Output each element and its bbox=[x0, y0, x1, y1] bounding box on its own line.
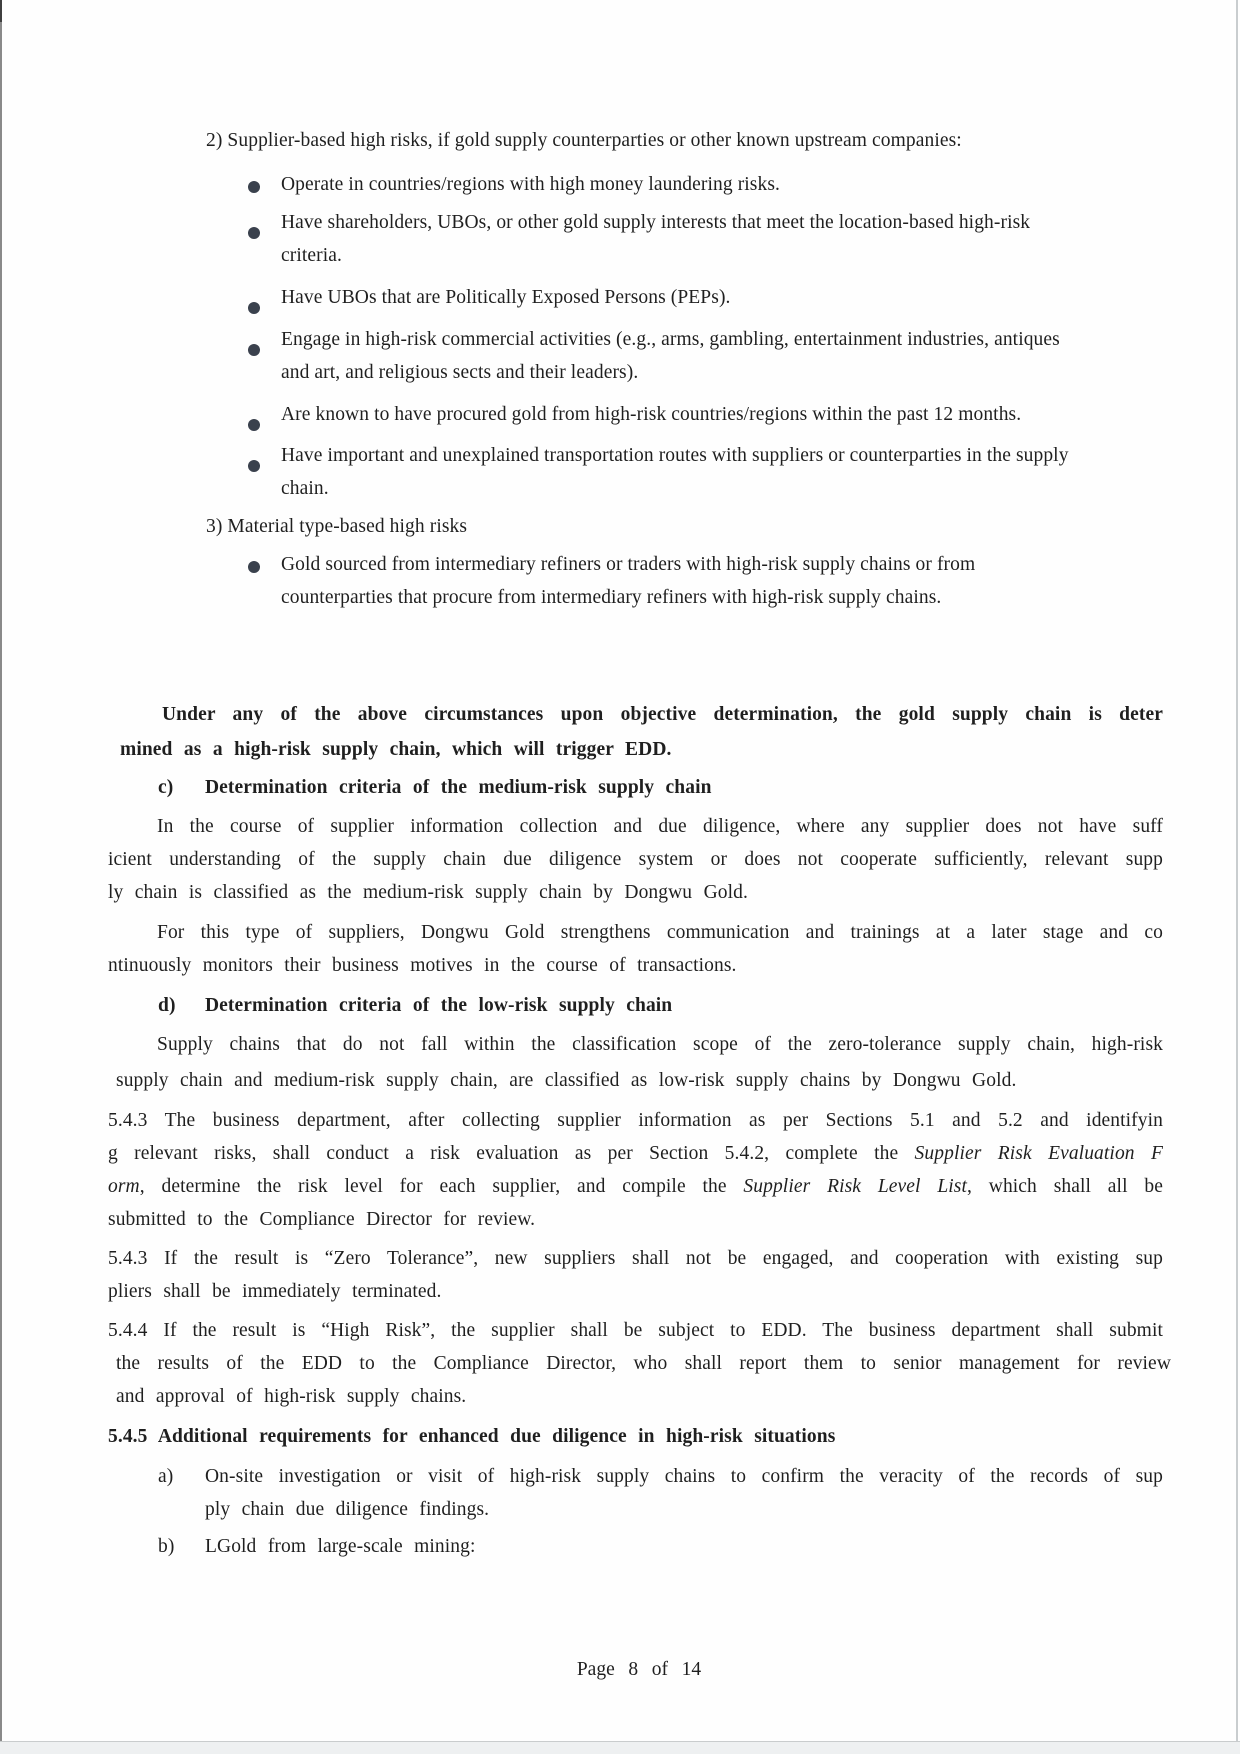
paragraph-line: 5.4.4 If the result is “High Risk”, the supplier shall be subject to EDD. The business department shall submit bbox=[108, 1320, 1163, 1341]
paragraph-line: and approval of high-risk supply chains. bbox=[116, 1386, 467, 1407]
paragraph-line: supply chain and medium-risk supply chain, are classified as low-risk supply chains by Dongwu Gold. bbox=[116, 1070, 1017, 1091]
bullet-icon bbox=[248, 419, 260, 431]
bullet-line: chain. bbox=[281, 478, 329, 499]
paragraph-line: 5.4.3 If the result is “Zero Tolerance”, new suppliers shall not be engaged, and cooperation with existing sup bbox=[108, 1248, 1163, 1269]
list-item-line: ply chain due diligence findings. bbox=[205, 1499, 490, 1520]
page-number: Page 8 of 14 bbox=[576, 1659, 702, 1680]
paragraph-line: In the course of supplier information collection and due diligence, where any supplier does not have suff bbox=[157, 816, 1163, 837]
list-item-b-marker: b) bbox=[158, 1536, 175, 1557]
bullet-icon bbox=[248, 460, 260, 472]
subheading-c-title: Determination criteria of the medium-risk supply chain bbox=[205, 777, 712, 798]
bullet-icon bbox=[248, 344, 260, 356]
bullet-line: Gold sourced from intermediary refiners or traders with high-risk supply chains or from bbox=[281, 554, 976, 575]
paragraph-line: Supply chains that do not fall within the classification scope of the zero-tolerance supply chain, high-risk bbox=[157, 1034, 1163, 1055]
bullet-line: Have UBOs that are Politically Exposed Persons (PEPs). bbox=[281, 287, 731, 308]
bullet-line: counterparties that procure from intermediary refiners with high-risk supply chains. bbox=[281, 587, 942, 608]
paragraph-line: ly chain is classified as the medium-risk supply chain by Dongwu Gold. bbox=[108, 882, 748, 903]
section-heading-545: 5.4.5 Additional requirements for enhanced due diligence in high-risk situations bbox=[108, 1426, 836, 1447]
list-item-a-marker: a) bbox=[158, 1466, 174, 1487]
bullet-line: Engage in high-risk commercial activities (e.g., arms, gambling, entertainment industries, antiques bbox=[281, 329, 1060, 350]
paragraph-line: orm, determine the risk level for each supplier, and compile the Supplier Risk Level List, which shall all be bbox=[108, 1176, 1163, 1197]
scan-bottom-band bbox=[0, 1741, 1240, 1754]
subheading-d-marker: d) bbox=[158, 995, 176, 1016]
numbered-item-2-heading: 2) Supplier-based high risks, if gold supply counterparties or other known upstream companies: bbox=[206, 130, 962, 151]
paragraph-line: g relevant risks, shall conduct a risk evaluation as per Section 5.4.2, complete the Supplier Risk Evaluation F bbox=[108, 1143, 1163, 1164]
paragraph-line: Under any of the above circumstances upon objective determination, the gold supply chain is deter bbox=[162, 704, 1163, 725]
scan-left-edge-line bbox=[0, 0, 2, 1742]
paragraph-line: 5.4.3 The business department, after collecting supplier information as per Sections 5.1 and 5.2 and identifyin bbox=[108, 1110, 1163, 1131]
bullet-line: Are known to have procured gold from high-risk countries/regions within the past 12 months. bbox=[281, 404, 1022, 425]
bullet-icon bbox=[248, 227, 260, 239]
subheading-c-marker: c) bbox=[158, 777, 174, 798]
list-item-line: On-site investigation or visit of high-risk supply chains to confirm the veracity of the records of sup bbox=[205, 1466, 1163, 1487]
bullet-icon bbox=[248, 302, 260, 314]
bullet-line: criteria. bbox=[281, 245, 342, 266]
paragraph-line: the results of the EDD to the Compliance Director, who shall report them to senior management for review bbox=[116, 1353, 1171, 1374]
bullet-line: Operate in countries/regions with high money laundering risks. bbox=[281, 174, 781, 195]
paragraph-line: ntinuously monitors their business motives in the course of transactions. bbox=[108, 955, 737, 976]
bullet-line: and art, and religious sects and their leaders). bbox=[281, 362, 639, 383]
bullet-icon bbox=[248, 561, 260, 573]
paragraph-line: submitted to the Compliance Director for review. bbox=[108, 1209, 536, 1230]
subheading-d-title: Determination criteria of the low-risk supply chain bbox=[205, 995, 673, 1016]
paragraph-line: icient understanding of the supply chain due diligence system or does not cooperate sufficiently, relevant supp bbox=[108, 849, 1163, 870]
paragraph-line: mined as a high-risk supply chain, which will trigger EDD. bbox=[120, 739, 672, 760]
list-item-b-text: LGold from large-scale mining: bbox=[205, 1536, 476, 1557]
scan-right-edge-line bbox=[1236, 0, 1238, 1742]
paragraph-line: For this type of suppliers, Dongwu Gold strengthens communication and trainings at a later stage and co bbox=[157, 922, 1163, 943]
numbered-item-3-heading: 3) Material type-based high risks bbox=[206, 516, 468, 537]
paragraph-line: pliers shall be immediately terminated. bbox=[108, 1281, 442, 1302]
bullet-icon bbox=[248, 181, 260, 193]
bullet-line: Have important and unexplained transportation routes with suppliers or counterparties in the supply bbox=[281, 445, 1069, 466]
bullet-line: Have shareholders, UBOs, or other gold supply interests that meet the location-based high-risk bbox=[281, 212, 1031, 233]
